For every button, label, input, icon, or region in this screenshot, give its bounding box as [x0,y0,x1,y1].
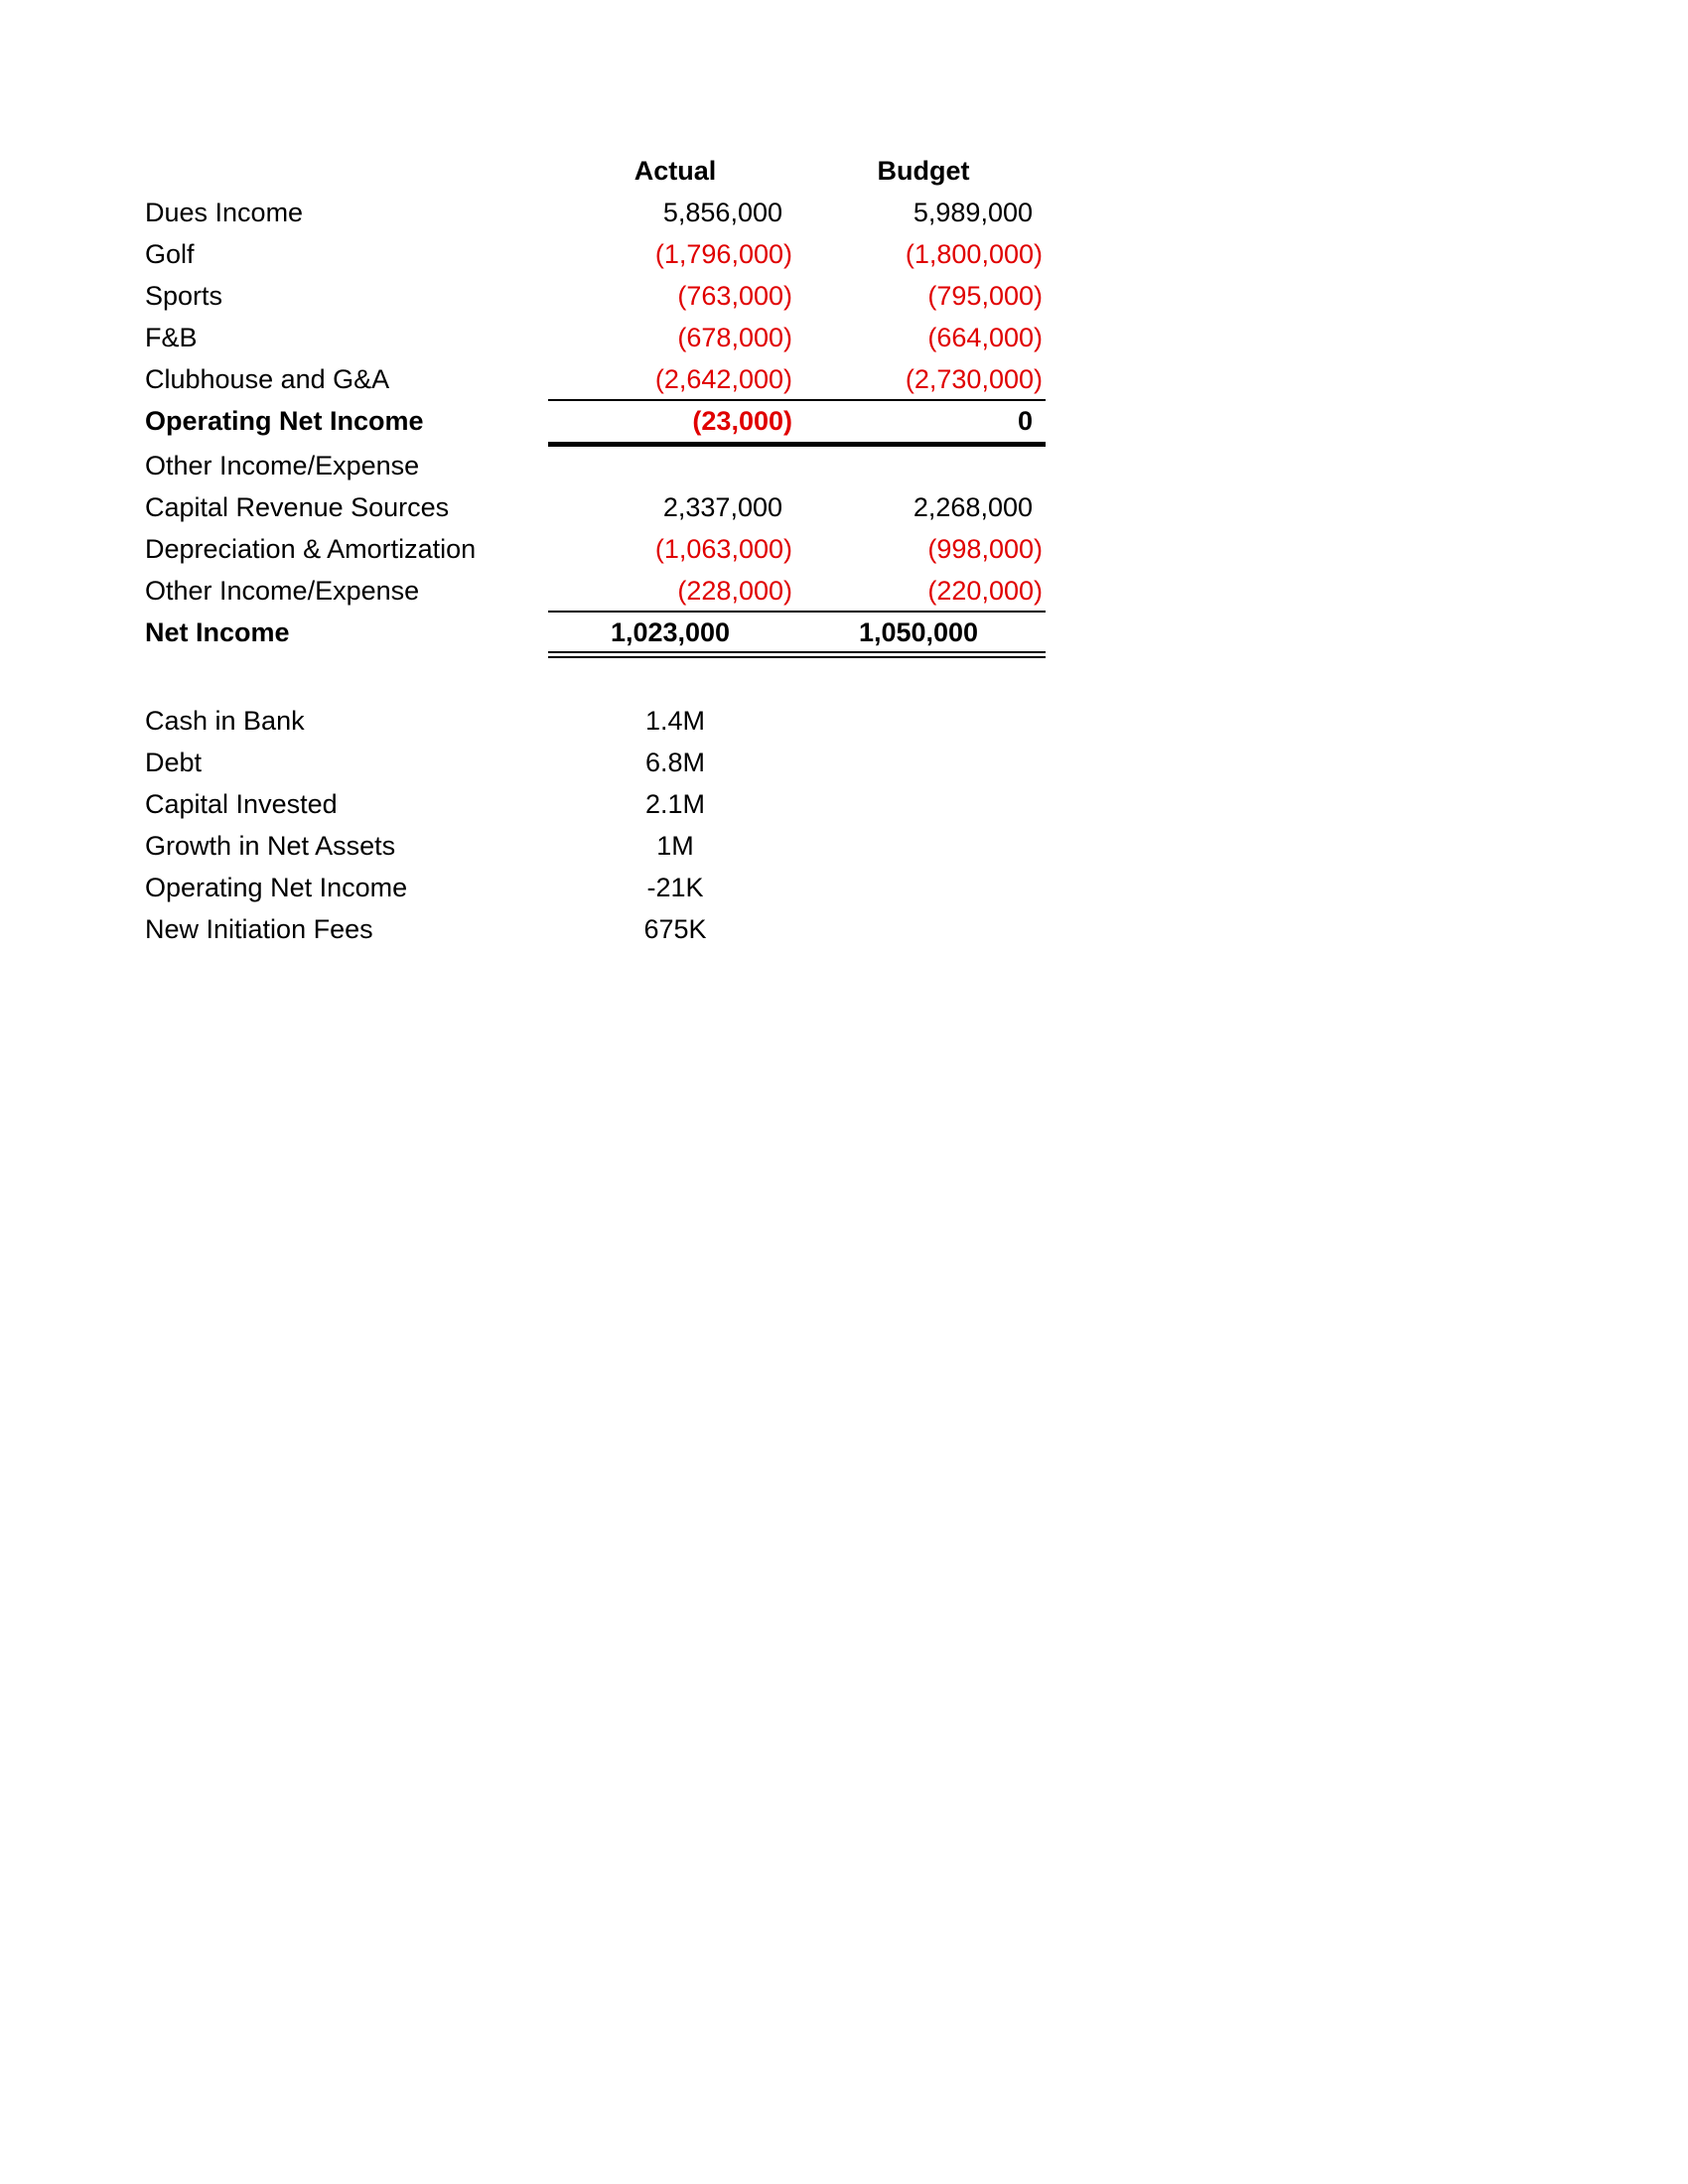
summary-label-capital-invested: Capital Invested [145,789,338,819]
row-label-fnb: F&B [145,323,198,352]
row-actual-depreciation: (1,063,000) [654,534,792,564]
row-actual-operating-net-income: (23,000) [692,406,792,436]
summary-value-new-initiation-fees: 675K [643,914,707,944]
row-actual-dues-income: 5,856,000 [662,198,782,227]
header-actual: Actual [633,156,717,186]
row-label-clubhouse: Clubhouse and G&A [145,364,390,394]
row-budget-clubhouse: (2,730,000) [905,364,1043,394]
net-income-double-rule-2 [548,656,1046,658]
row-budget-net-income: 1,050,000 [858,617,979,647]
net-income-top-rule [548,611,1046,613]
row-budget-other-income: (220,000) [927,576,1043,606]
summary-label-debt: Debt [145,748,203,777]
summary-label-growth-net-assets: Growth in Net Assets [145,831,396,861]
row-budget-capital-revenue: 2,268,000 [913,492,1033,522]
summary-value-growth-net-assets: 1M [656,831,694,861]
row-actual-capital-revenue: 2,337,000 [662,492,782,522]
row-actual-fnb: (678,000) [677,323,792,352]
summary-label-operating-net-income: Operating Net Income [145,873,408,902]
row-actual-golf: (1,796,000) [654,239,792,269]
row-budget-operating-net-income: 0 [1017,406,1033,436]
row-budget-fnb: (664,000) [927,323,1043,352]
row-label-net-income: Net Income [145,617,290,647]
header-budget: Budget [877,156,970,186]
summary-label-cash-in-bank: Cash in Bank [145,706,305,736]
subtotal-rule [548,399,1046,401]
summary-label-new-initiation-fees: New Initiation Fees [145,914,373,944]
operating-total-rule [548,442,1046,447]
row-budget-golf: (1,800,000) [905,239,1043,269]
summary-value-debt: 6.8M [644,748,706,777]
row-budget-sports: (795,000) [927,281,1043,311]
row-budget-dues-income: 5,989,000 [913,198,1033,227]
row-actual-other-income: (228,000) [677,576,792,606]
row-budget-depreciation: (998,000) [927,534,1043,564]
row-label-other-income: Other Income/Expense [145,576,420,606]
row-label-other-income-section: Other Income/Expense [145,451,420,480]
row-actual-net-income: 1,023,000 [610,617,731,647]
row-label-sports: Sports [145,281,223,311]
net-income-double-rule-1 [548,651,1046,653]
summary-value-operating-net-income: -21K [646,873,704,902]
row-label-capital-revenue: Capital Revenue Sources [145,492,450,522]
row-actual-clubhouse: (2,642,000) [654,364,792,394]
row-actual-sports: (763,000) [677,281,792,311]
summary-value-capital-invested: 2.1M [644,789,706,819]
row-label-golf: Golf [145,239,195,269]
summary-value-cash-in-bank: 1.4M [644,706,706,736]
row-label-dues-income: Dues Income [145,198,304,227]
row-label-operating-net-income: Operating Net Income [145,406,424,436]
row-label-depreciation: Depreciation & Amortization [145,534,477,564]
